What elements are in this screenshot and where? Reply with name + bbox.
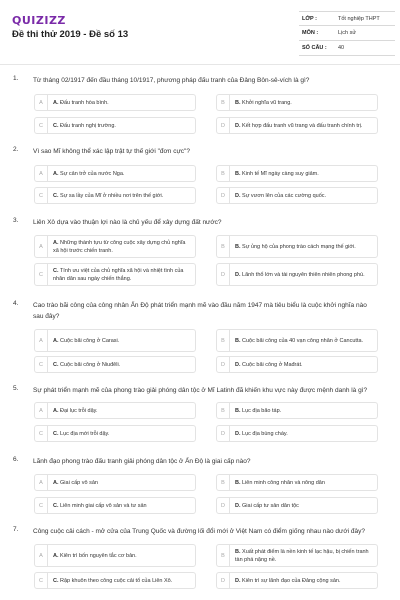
option-text: C. Tính ưu việt của chủ nghĩa xã hội và nhiệt tình của nhân dân sau ngày chiến thắng.	[53, 267, 184, 282]
option-letter-badge: C	[35, 357, 48, 372]
option-text: B. Lục địa bão táp.	[235, 407, 282, 414]
option-letter-badge: C	[35, 118, 48, 133]
option-letter-badge: A	[35, 236, 48, 257]
option-d[interactable]	[216, 497, 378, 514]
logo-text: QUIZIZZ	[12, 14, 66, 27]
option-b[interactable]	[216, 329, 378, 352]
question-text: Vì sao Mĩ không thể xác lập trật tự thế giới "đơn cực"?	[33, 148, 190, 155]
quizizz-logo	[12, 11, 66, 27]
option-letter-badge: C	[35, 573, 48, 588]
option-c[interactable]	[34, 497, 196, 514]
option-text: A. Những thành tựu từ công cuộc xây dựng chủ nghĩa xã hội trước chiến tranh.	[53, 239, 186, 254]
option-text: D. Sự vươn lên của các cường quốc.	[235, 192, 327, 199]
option-letter-badge: C	[35, 264, 48, 285]
option-text: C. Lục địa mới trỗi dậy.	[53, 430, 110, 437]
option-text: C. Rập khuôn theo công cuộc cải tổ của Liên Xô.	[53, 577, 173, 584]
exam-title: Đề thi thử 2019 - Đề số 13	[12, 29, 129, 40]
meta-key: LỚP :	[302, 16, 317, 22]
option-d[interactable]	[216, 572, 378, 589]
option-a[interactable]	[34, 544, 196, 567]
question-text: Sự phát triển mạnh mẽ của phong trào giải phóng dân tộc ở Mĩ Latinh đã khiến khu vực này được mệnh danh là gì?	[33, 387, 368, 394]
header-divider	[0, 64, 400, 65]
option-letter-badge: B	[217, 166, 230, 181]
option-text: D. Lục địa bùng cháy.	[235, 430, 288, 437]
option-text: C. Sự sa lầy của Mĩ ở nhiều nơi trên thế giới.	[53, 192, 164, 199]
option-text: A. Kiên trì bốn nguyên tắc cơ bản.	[53, 552, 137, 559]
option-text: C. Đấu tranh nghị trường.	[53, 122, 116, 129]
option-text: D. Giai cấp tư sản dân tộc	[235, 502, 299, 509]
option-letter-badge: B	[217, 236, 230, 257]
option-b[interactable]	[216, 474, 378, 491]
question-number: 3.	[13, 217, 19, 224]
option-a[interactable]	[34, 329, 196, 352]
option-letter-badge: C	[35, 426, 48, 441]
option-letter-badge: C	[35, 188, 48, 203]
option-text: C. Liên minh giai cấp vô sản và tư sản	[53, 502, 147, 509]
option-text: B. Kinh tế Mĩ ngày càng suy giảm.	[235, 170, 319, 177]
option-letter-badge: C	[35, 498, 48, 513]
question-text: Liên Xô dựa vào thuận lợi nào là chủ yếu để xây dựng đất nước?	[33, 219, 222, 226]
option-text: B. Sự ủng hộ của phong trào cách mạng thế giới.	[235, 243, 356, 250]
option-letter-badge: B	[217, 330, 230, 351]
option-d[interactable]	[216, 263, 378, 286]
option-d[interactable]	[216, 187, 378, 204]
worksheet-header	[0, 0, 400, 62]
option-a[interactable]	[34, 402, 196, 419]
option-c[interactable]	[34, 356, 196, 373]
option-text: A. Cuộc bãi công ở Carasi.	[53, 337, 120, 344]
question-number: 7.	[13, 526, 19, 533]
option-letter-badge: A	[35, 330, 48, 351]
option-letter-badge: A	[35, 475, 48, 490]
question-text: Cao trào bãi công của công nhân Ấn Độ phát triển mạnh mẽ vào đầu năm 1947 mà tiêu biểu là cuộc khởi nghĩa nào sau đây?	[33, 302, 367, 320]
option-letter-badge: B	[217, 545, 230, 566]
question-number: 2.	[13, 146, 19, 153]
option-b[interactable]	[216, 165, 378, 182]
option-text: A. Giai cấp vô sản	[53, 479, 98, 486]
option-letter-badge: A	[35, 166, 48, 181]
option-d[interactable]	[216, 117, 378, 134]
option-letter-badge: A	[35, 403, 48, 418]
option-text: D. Cuộc bãi công ở Mađrát.	[235, 361, 303, 368]
option-text: B. Xuất phát điểm là nền kinh tế lạc hậu, bị chiến tranh tàn phá nặng nề.	[235, 548, 369, 563]
option-text: D. Kết hợp đấu tranh vũ trang và đấu tranh chính trị.	[235, 122, 363, 129]
option-c[interactable]	[34, 425, 196, 442]
option-letter-badge: D	[217, 573, 230, 588]
option-a[interactable]	[34, 235, 196, 258]
option-text: A. Đại lục trỗi dậy.	[53, 407, 98, 414]
option-text: B. Khởi nghĩa vũ trang.	[235, 99, 292, 106]
meta-key: SỐ CÂU :	[302, 45, 327, 51]
option-text: D. Lãnh thổ lớn và tài nguyên thiên nhiên phong phú.	[235, 271, 365, 278]
option-c[interactable]	[34, 572, 196, 589]
option-b[interactable]	[216, 544, 378, 567]
option-c[interactable]	[34, 187, 196, 204]
option-letter-badge: D	[217, 188, 230, 203]
option-letter-badge: B	[217, 95, 230, 110]
option-letter-badge: D	[217, 264, 230, 285]
option-b[interactable]	[216, 235, 378, 258]
option-text: B. Liên minh công nhân và nông dân	[235, 479, 325, 486]
option-text: C. Cuộc bãi công ở Niuđêli.	[53, 361, 121, 368]
meta-row-subject	[299, 26, 395, 41]
option-letter-badge: D	[217, 357, 230, 372]
option-b[interactable]	[216, 94, 378, 111]
option-letter-badge: A	[35, 545, 48, 566]
option-d[interactable]	[216, 425, 378, 442]
option-text: D. Kiên trì sự lãnh đạo của Đảng cộng sản.	[235, 577, 341, 584]
meta-key: MÔN :	[302, 30, 319, 36]
meta-row-count	[299, 41, 395, 56]
option-letter-badge: D	[217, 118, 230, 133]
question-text: Lãnh đạo phong trào đấu tranh giải phóng dân tộc ở Ấn Độ là giai cấp nào?	[33, 458, 251, 465]
option-a[interactable]	[34, 165, 196, 182]
meta-value: Tốt nghiệp THPT	[338, 16, 380, 22]
option-b[interactable]	[216, 402, 378, 419]
question-number: 5.	[13, 385, 19, 392]
option-c[interactable]	[34, 263, 196, 286]
option-c[interactable]	[34, 117, 196, 134]
option-text: A. Sự cản trở của nước Nga.	[53, 170, 125, 177]
option-letter-badge: A	[35, 95, 48, 110]
question-text: Từ tháng 02/1917 đến đầu tháng 10/1917, phương pháp đấu tranh của Đảng Bôn-sê-vích là gì?	[33, 77, 310, 84]
option-letter-badge: D	[217, 426, 230, 441]
option-letter-badge: B	[217, 475, 230, 490]
question-number: 1.	[13, 75, 19, 82]
option-text: B. Cuộc bãi công của 40 vạn công nhân ở Cancutta.	[235, 337, 364, 344]
option-d[interactable]	[216, 356, 378, 373]
meta-value: 40	[338, 45, 345, 51]
question-text: Công cuộc cải cách - mở cửa của Trung Quốc và đường lối đổi mới ở Việt Nam có điểm giống nhau nào dưới đây?	[33, 528, 365, 535]
meta-value: Lịch sử	[338, 30, 357, 36]
meta-row-class	[299, 11, 395, 26]
option-text: A. Đấu tranh hòa bình.	[53, 99, 109, 106]
question-number: 6.	[13, 456, 19, 463]
question-number: 4.	[13, 300, 19, 307]
option-letter-badge: B	[217, 403, 230, 418]
option-a[interactable]	[34, 474, 196, 491]
option-a[interactable]	[34, 94, 196, 111]
exam-meta-table	[299, 11, 395, 56]
option-letter-badge: D	[217, 498, 230, 513]
